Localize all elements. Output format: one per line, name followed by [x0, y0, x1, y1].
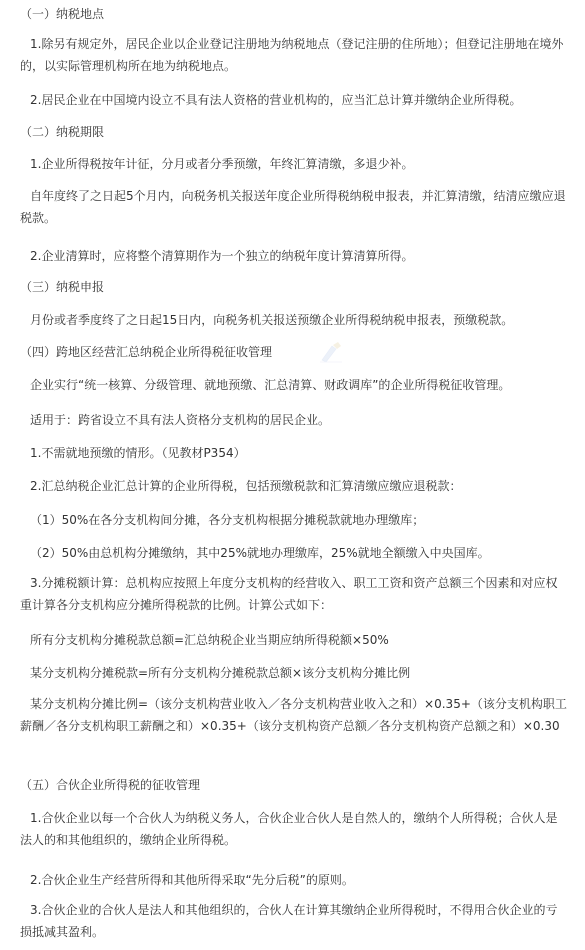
formula-branch-allocation: 某分支机构分摊税款=所有分支机构分摊税款总额×该分支机构分摊比例 [30, 666, 411, 680]
pen-mark-icon [318, 340, 346, 364]
section-heading-tax-filing: （三）纳税申报 [20, 280, 105, 294]
paragraph-tax-location-1: 1.除另有规定外，居民企业以企业登记注册地为纳税地点（登记注册的住所地）；但登记注册地在境外的，以实际管理机构所在地为纳税地点。 [20, 37, 564, 73]
paragraph-cross-region-7: 3.分摊税额计算：总机构应按照上年度分支机构的经营收入、职工工资和资产总额三个因素和对应权重计算各分支机构应分摊所得税款的比例。计算公式如下： [20, 576, 558, 612]
paragraph-partnership-1: 1.合伙企业以每一个合伙人为纳税义务人，合伙企业合伙人是自然人的，缴纳个人所得税；合伙人是法人的和其他组织的，缴纳企业所得税。 [20, 811, 558, 847]
formula-total-allocation: 所有分支机构分摊税款总额=汇总纳税企业当期应纳所得税额×50% [30, 633, 389, 647]
paragraph-tax-location-2: 2.居民企业在中国境内设立不具有法人资格的营业机构的，应当汇总计算并缴纳企业所得税。 [30, 93, 522, 107]
paragraph-tax-period-2: 自年度终了之日起5个月内，向税务机关报送年度企业所得税纳税申报表，并汇算清缴，结清应缴应退税款。 [20, 189, 566, 225]
paragraph-cross-region-3: 1.不需就地预缴的情形。（见教材P354） [30, 446, 246, 460]
paragraph-partnership-2: 2.合伙企业生产经营所得和其他所得采取“先分后税”的原则。 [30, 873, 354, 887]
paragraph-cross-region-4: 2.汇总纳税企业汇总计算的企业所得税，包括预缴税款和汇算清缴应缴应退税款： [30, 479, 462, 493]
paragraph-partnership-3: 3.合伙企业的合伙人是法人和其他组织的，合伙人在计算其缴纳企业所得税时，不得用合伙企业的亏损抵减其盈利。 [20, 903, 558, 939]
paragraph-tax-period-3: 2.企业清算时，应将整个清算期作为一个独立的纳税年度计算清算所得。 [30, 249, 414, 263]
section-heading-tax-location: （一）纳税地点 [20, 7, 105, 21]
paragraph-cross-region-2: 适用于：跨省设立不具有法人资格分支机构的居民企业。 [30, 413, 331, 427]
section-heading-partnership: （五）合伙企业所得税的征收管理 [20, 778, 201, 792]
section-heading-tax-period: （二）纳税期限 [20, 125, 105, 139]
formula-branch-ratio: 某分支机构分摊比例=（该分支机构营业收入／各分支机构营业收入之和）×0.35+（该分支机构职工薪酬／各分支机构职工薪酬之和）×0.35+（该分支机构资产总额／各分支机构资产总额之和）×0.30 [20, 697, 567, 733]
section-heading-cross-region: （四）跨地区经营汇总纳税企业所得税征收管理 [20, 345, 273, 359]
paragraph-cross-region-6: （2）50%由总机构分摊缴纳，其中25%就地办理缴库，25%就地全额缴入中央国库。 [30, 546, 490, 560]
paragraph-cross-region-5: （1）50%在各分支机构间分摊，各分支机构根据分摊税款就地办理缴库； [30, 513, 425, 527]
paragraph-tax-period-1: 1.企业所得税按年计征，分月或者分季预缴，年终汇算清缴，多退少补。 [30, 157, 414, 171]
paragraph-tax-filing-1: 月份或者季度终了之日起15日内，向税务机关报送预缴企业所得税纳税申报表，预缴税款。 [30, 313, 514, 327]
paragraph-cross-region-1: 企业实行“统一核算、分级管理、就地预缴、汇总清算、财政调库”的企业所得税征收管理。 [30, 378, 511, 392]
